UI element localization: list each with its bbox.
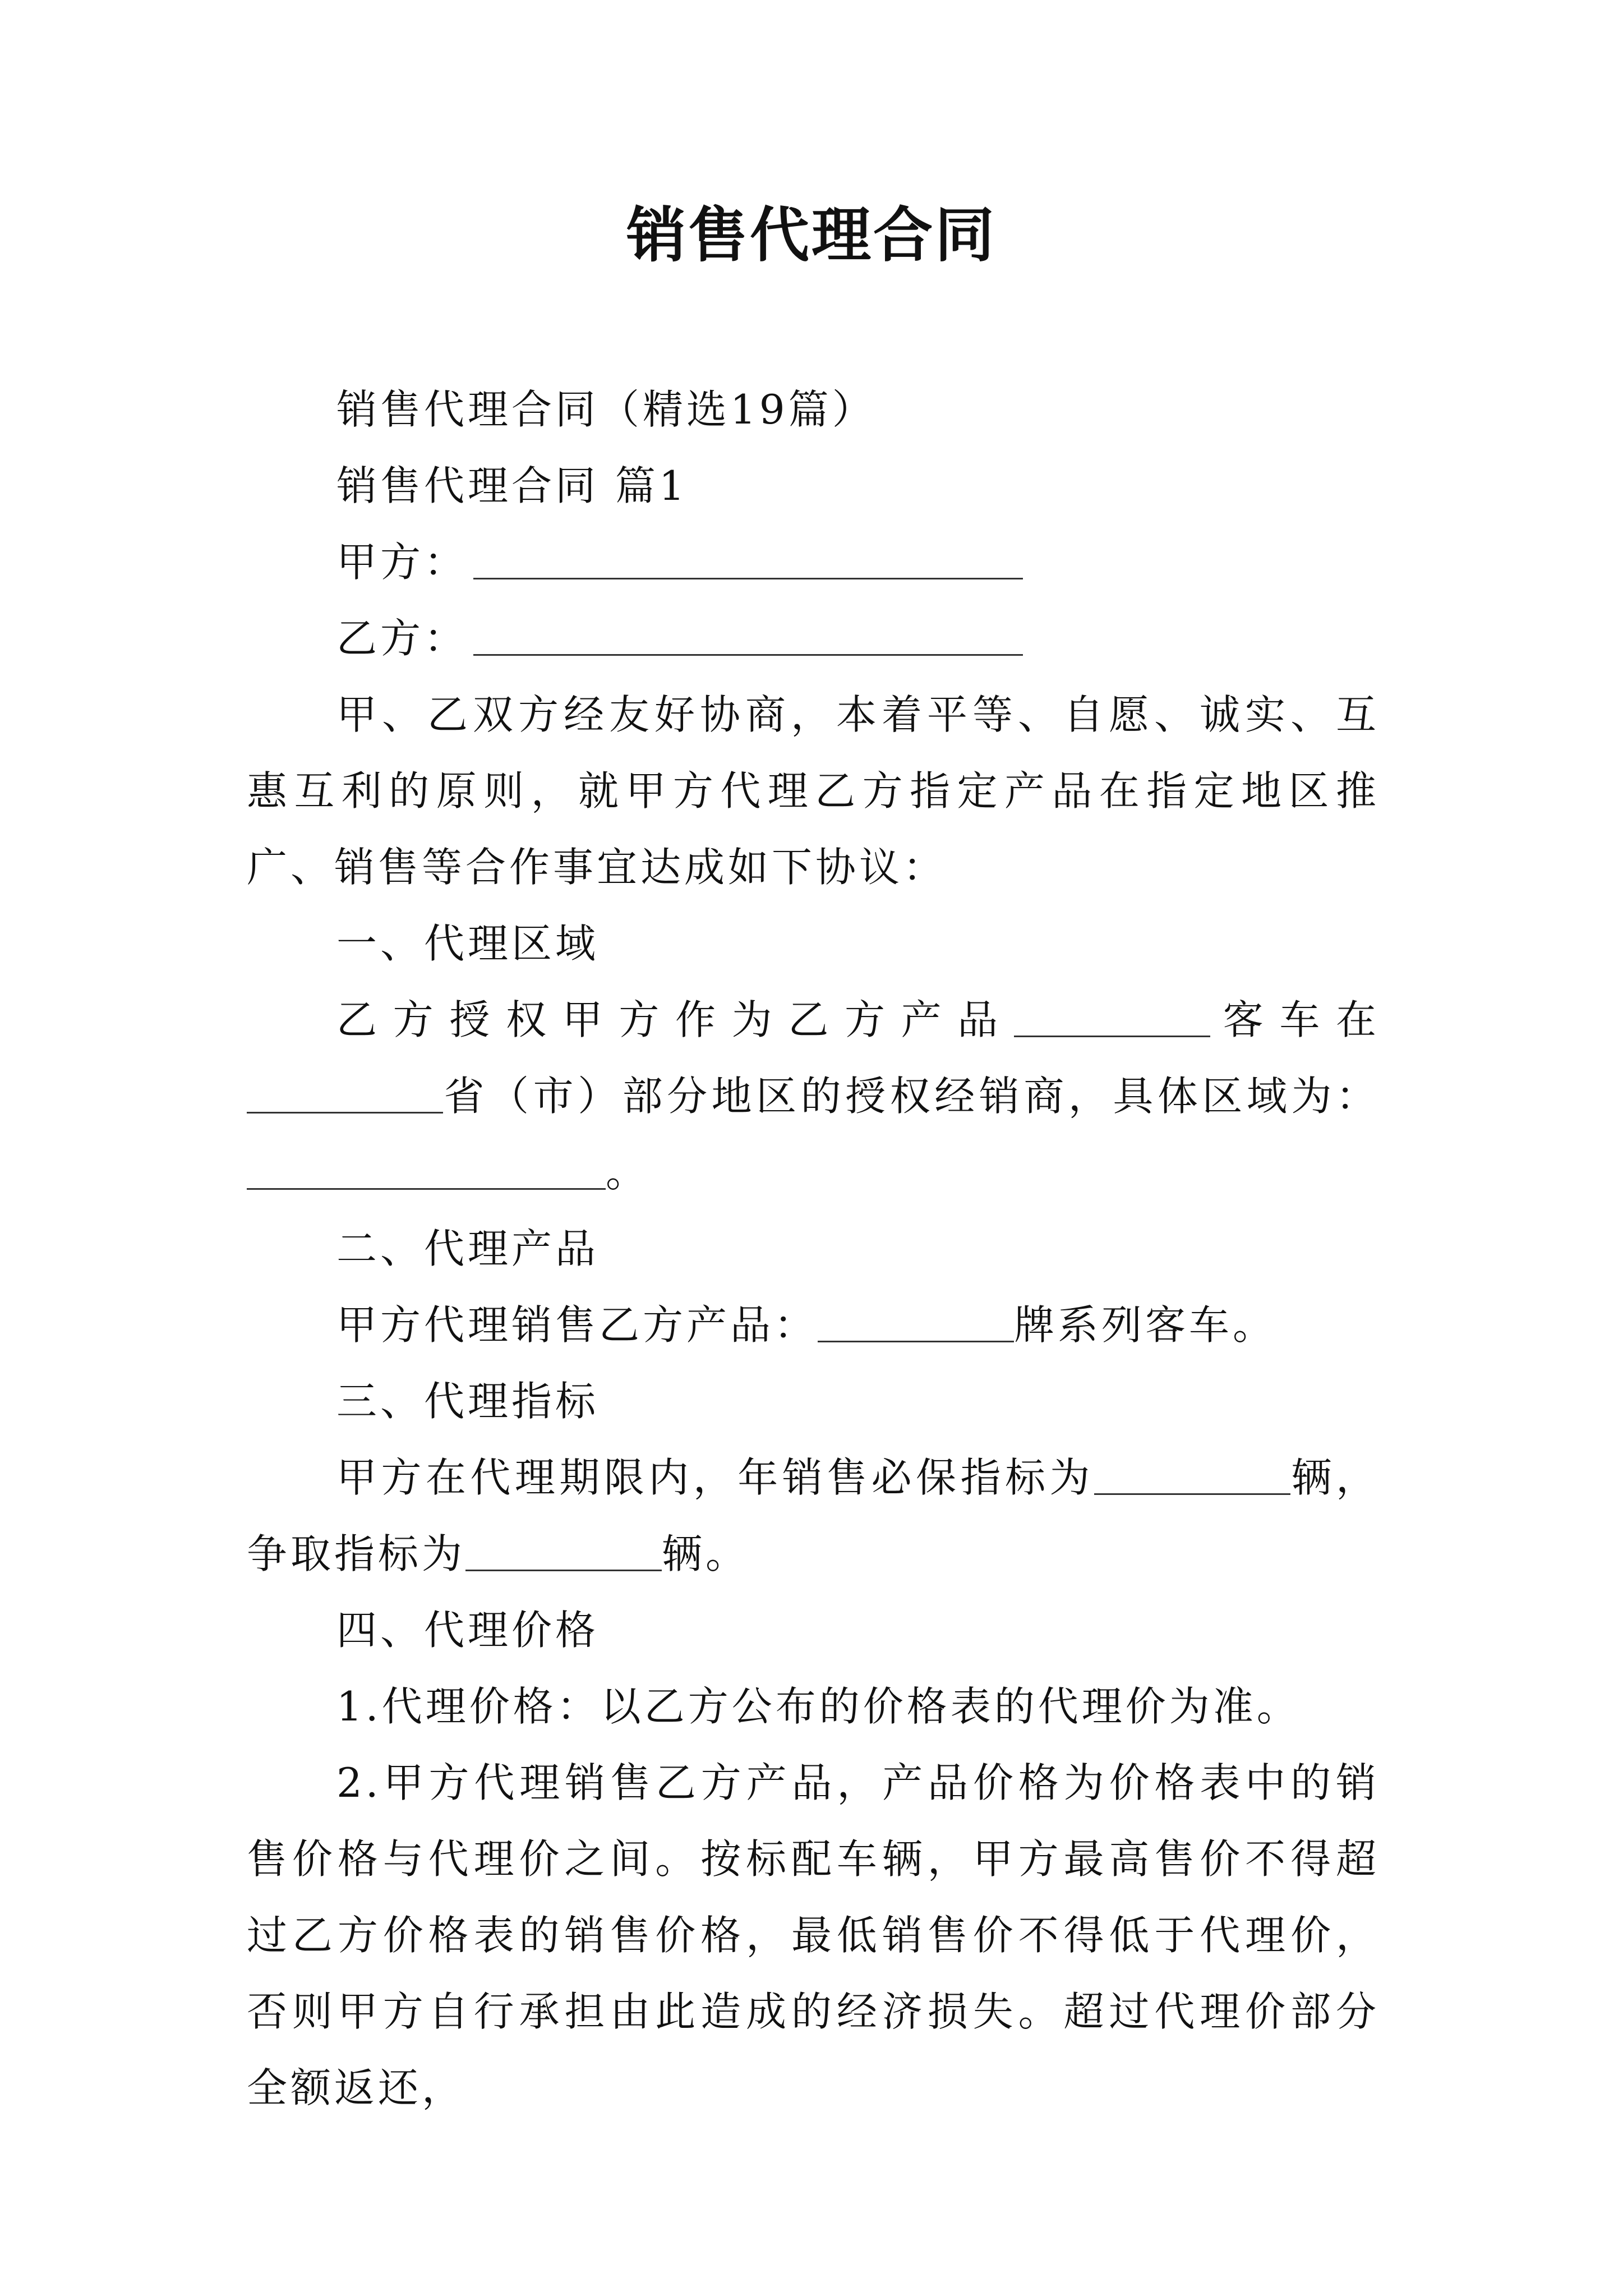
section-2-title: 二、代理产品 — [336, 1225, 600, 1272]
document-title: 销售代理合同 — [626, 201, 997, 270]
section-1-region-line — [247, 1134, 1380, 1211]
party-b-blank — [473, 607, 1023, 656]
intro-paragraph: 甲、乙双方经友好协商，本着平等、自愿、诚实、互惠互利的原则，就甲方代理乙方指定产品在指定地区推广、销售等合作事宜达成如下协议： — [247, 691, 1380, 891]
section-title: 销售代理合同 篇1 — [336, 462, 688, 509]
party-a-label: 甲方： — [336, 539, 468, 586]
s1-text-a: 乙方授权甲方作为乙方产品 — [336, 996, 1014, 1043]
province-blank — [247, 1065, 443, 1114]
s3-text-b: 辆，争取指标为 — [247, 1454, 1380, 1577]
document-body — [247, 371, 1380, 2126]
s2-text-b: 牌系列客车。 — [1014, 1301, 1277, 1349]
s1-text-b: 客车在 — [1210, 996, 1380, 1043]
section-4-item-1: 1.代理价格：以乙方公布的价格表的代理价为准。 — [336, 1683, 1301, 1730]
party-a-line — [247, 524, 1380, 600]
guaranteed-target-blank — [1094, 1446, 1290, 1495]
section-4-item-2: 2.甲方代理销售乙方产品，产品价格为价格表中的销售价格与代理价之间。按标配车辆，甲方最高售价不得超过乙方价格表的销售价格，最低销售价不得低于代理价，否则甲方自行承担由此造成的经济损失。超过代理价部分全额返还， — [247, 1759, 1380, 2111]
section-2-paragraph — [247, 1287, 1380, 1363]
s3-text-a: 甲方在代理期限内，年销售必保指标为 — [336, 1454, 1095, 1501]
party-b-label: 乙方： — [336, 615, 468, 662]
stretch-target-blank — [465, 1522, 662, 1571]
s1-text-d: 。 — [606, 1149, 650, 1196]
product-blank — [1014, 988, 1210, 1037]
document-heading: 销售代理合同（精选19篇） — [336, 386, 876, 433]
brand-blank — [818, 1294, 1014, 1342]
region-blank — [247, 1141, 606, 1190]
party-a-blank — [473, 531, 1023, 579]
section-1-paragraph — [247, 982, 1380, 1134]
s3-text-c: 辆。 — [662, 1530, 750, 1577]
section-1-title: 一、代理区域 — [336, 920, 600, 967]
section-3-paragraph — [247, 1439, 1380, 1592]
party-b-line — [247, 600, 1380, 677]
section-3-title: 三、代理指标 — [336, 1378, 600, 1425]
s1-text-c: 省（市）部分地区的授权经销商，具体区域为： — [443, 1073, 1380, 1120]
s2-text-a: 甲方代理销售乙方产品： — [336, 1301, 818, 1349]
section-4-title: 四、代理价格 — [336, 1607, 600, 1654]
